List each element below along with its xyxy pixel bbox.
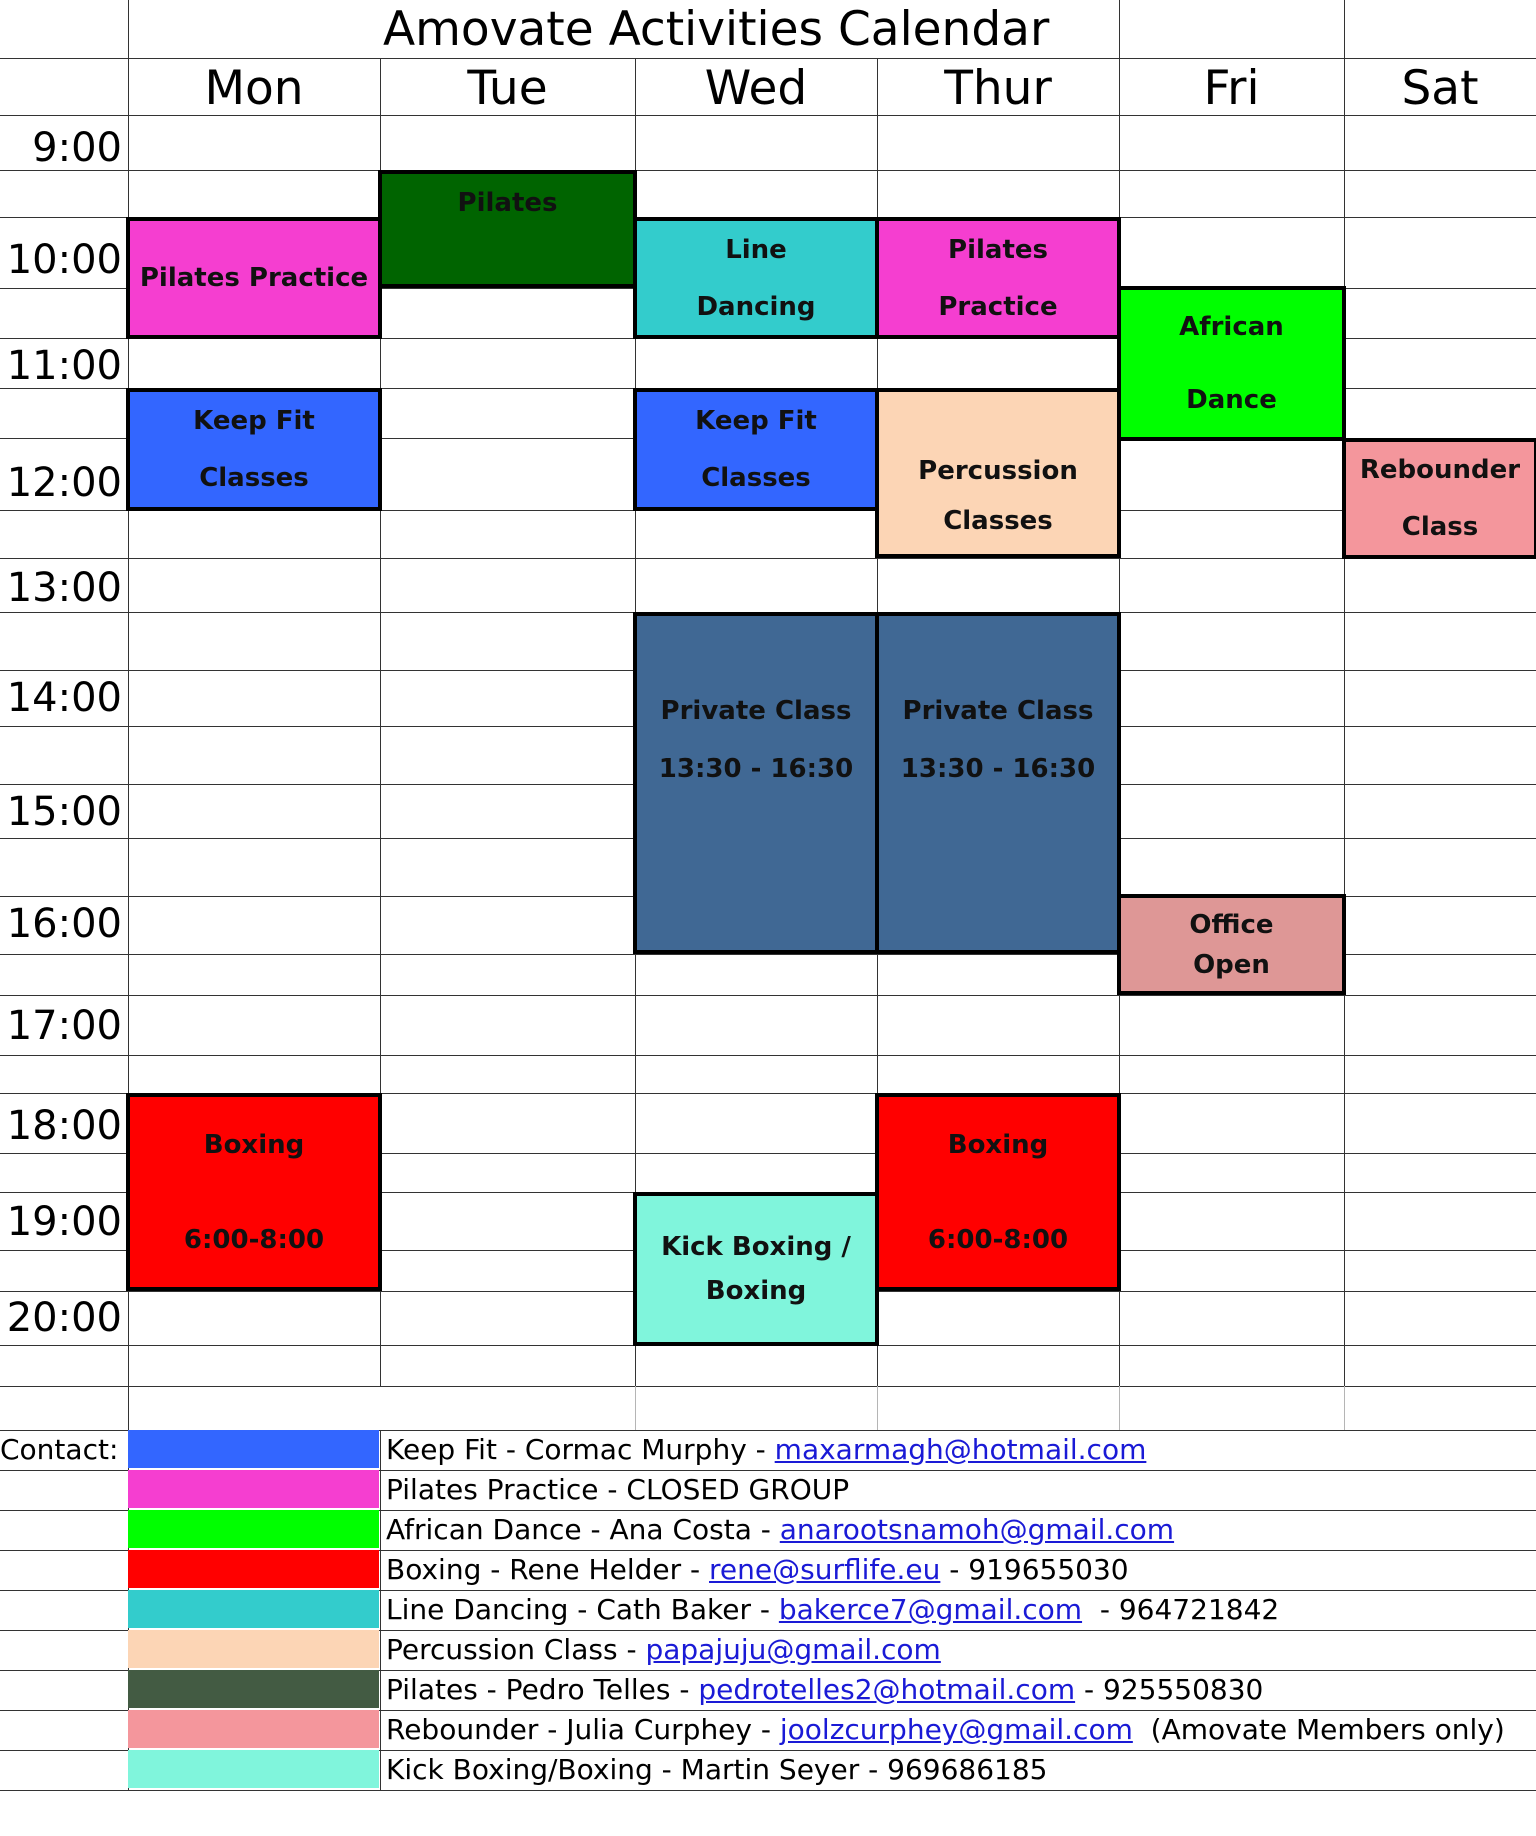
legend-text: Keep Fit - Cormac Murphy -	[386, 1433, 775, 1466]
email-link[interactable]: maxarmagh@hotmail.com	[774, 1433, 1147, 1466]
time-label-1600: 16:00	[6, 901, 122, 947]
event-line: African	[1179, 311, 1284, 342]
event-mon-pilates-practice[interactable]	[126, 217, 382, 339]
grid-line	[0, 1055, 1536, 1056]
event-line: Pilates	[457, 188, 558, 218]
event-line: Boxing	[947, 1129, 1049, 1160]
day-header-wed: Wed	[704, 61, 808, 116]
event-line: Practice	[938, 291, 1058, 322]
legend-entry-kick-boxing	[386, 1750, 1047, 1790]
time-label-1900: 19:00	[6, 1199, 122, 1245]
event-line: Percussion	[918, 456, 1078, 486]
event-line: 6:00-8:00	[927, 1224, 1069, 1255]
grid-line	[0, 995, 1536, 996]
legend-entry-african-dance	[386, 1510, 1174, 1550]
event-line: Keep Fit	[695, 405, 817, 436]
legend-text: Pilates - Pedro Telles -	[386, 1673, 699, 1706]
email-link[interactable]: papajuju@gmail.com	[645, 1633, 941, 1666]
event-thur-percussion[interactable]	[875, 388, 1121, 558]
legend-text: Pilates Practice - CLOSED GROUP	[386, 1473, 850, 1506]
time-label-1000: 10:00	[6, 237, 122, 283]
event-wed-private-class[interactable]	[633, 612, 879, 954]
day-header-sat: Sat	[1401, 61, 1479, 116]
event-thur-boxing[interactable]	[875, 1093, 1121, 1291]
event-line: 6:00-8:00	[183, 1224, 325, 1255]
event-line: Pilates	[948, 234, 1048, 265]
legend-text: - 964721842	[1082, 1593, 1280, 1626]
legend-entry-boxing	[386, 1550, 1129, 1590]
event-line: Classes	[943, 506, 1053, 536]
day-header-thur: Thur	[944, 61, 1052, 116]
legend-swatch	[128, 1470, 379, 1508]
event-mon-boxing[interactable]	[126, 1093, 382, 1291]
legend-text: Percussion Class -	[386, 1633, 646, 1666]
grid-line	[635, 1386, 636, 1430]
calendar-title: Amovate Activities Calendar	[383, 2, 1050, 57]
legend-entry-pilates	[386, 1670, 1263, 1710]
event-line: Rebounder	[1359, 455, 1521, 486]
legend-entry-rebounder	[386, 1710, 1505, 1750]
time-label-1300: 13:00	[6, 565, 122, 611]
email-link[interactable]: rene@surflife.eu	[709, 1553, 941, 1586]
event-fri-african-dance[interactable]	[1117, 286, 1346, 441]
grid-line	[0, 1386, 1536, 1387]
legend-text: Rebounder - Julia Curphey -	[386, 1713, 780, 1746]
event-fri-office-open[interactable]	[1117, 894, 1346, 995]
event-line: 13:30 - 16:30	[658, 754, 854, 784]
event-line: Office	[1189, 909, 1274, 940]
event-wed-line-dancing[interactable]	[633, 217, 879, 339]
event-line: Line	[725, 234, 787, 265]
grid-line	[1344, 1386, 1345, 1430]
time-label-1800: 18:00	[6, 1103, 122, 1149]
email-link[interactable]: joolzcurphey@gmail.com	[779, 1713, 1133, 1746]
event-line: Dancing	[696, 291, 816, 322]
grid-line	[380, 1430, 381, 1790]
day-header-tue: Tue	[467, 61, 548, 116]
event-sat-rebounder[interactable]	[1342, 438, 1536, 559]
legend-text: Line Dancing - Cath Baker -	[386, 1593, 779, 1626]
grid-line	[0, 1790, 1536, 1791]
time-label-1500: 15:00	[6, 789, 122, 835]
legend-swatch	[128, 1510, 379, 1548]
legend-swatch	[128, 1750, 379, 1788]
legend-swatch	[128, 1630, 379, 1668]
grid-line	[1344, 0, 1345, 1386]
legend-swatch	[128, 1550, 379, 1588]
time-label-1400: 14:00	[6, 675, 122, 721]
event-line: Class	[1401, 511, 1479, 542]
event-wed-keep-fit[interactable]	[633, 388, 879, 511]
legend-swatch	[128, 1430, 379, 1468]
email-link[interactable]: bakerce7@gmail.com	[778, 1593, 1083, 1626]
legend-entry-pilates-practice	[386, 1470, 849, 1510]
event-line: Kick Boxing /	[661, 1232, 851, 1262]
time-label-1700: 17:00	[6, 1003, 122, 1049]
legend-text: Kick Boxing/Boxing - Martin Seyer - 969686185	[386, 1753, 1048, 1786]
time-label-2000: 20:00	[6, 1295, 122, 1341]
event-line: Private Class	[660, 696, 852, 726]
event-line: Classes	[701, 463, 811, 494]
event-thur-pilates-practice[interactable]	[875, 217, 1121, 339]
legend-entry-line-dancing	[386, 1590, 1279, 1630]
event-line: Boxing	[705, 1276, 807, 1306]
event-tue-pilates[interactable]	[378, 170, 637, 288]
contact-label: Contact:	[0, 1433, 119, 1466]
event-line: Private Class	[902, 696, 1094, 726]
grid-line	[1119, 1386, 1120, 1430]
day-header-fri: Fri	[1203, 61, 1260, 116]
legend-swatch	[128, 1710, 379, 1748]
time-label-1200: 12:00	[6, 460, 122, 506]
event-line: Boxing	[203, 1129, 305, 1160]
legend-swatch	[128, 1670, 379, 1708]
event-mon-keep-fit[interactable]	[126, 388, 382, 511]
event-thur-private-class[interactable]	[875, 612, 1121, 954]
event-line: 13:30 - 16:30	[900, 754, 1096, 784]
event-line: Pilates Practice	[139, 263, 369, 293]
legend-text: Boxing - Rene Helder -	[386, 1553, 710, 1586]
grid-line	[0, 558, 1536, 559]
grid-line	[0, 170, 1536, 171]
legend-entry-percussion	[386, 1630, 941, 1670]
time-label-1100: 11:00	[6, 343, 122, 389]
legend-text: - 925550830	[1075, 1673, 1264, 1706]
legend-swatch	[128, 1590, 379, 1628]
event-line: Keep Fit	[193, 405, 315, 436]
event-line: Dance	[1186, 385, 1277, 416]
email-link[interactable]: anarootsnamoh@gmail.com	[779, 1513, 1175, 1546]
legend-entry-keep-fit	[386, 1430, 1146, 1470]
email-link[interactable]: pedrotelles2@hotmail.com	[698, 1673, 1076, 1706]
event-line: Open	[1193, 949, 1270, 980]
legend-text: (Amovate Members only)	[1132, 1713, 1505, 1746]
legend-text: - 919655030	[940, 1553, 1129, 1586]
event-line: Classes	[199, 463, 309, 494]
time-label-0900: 9:00	[32, 125, 122, 171]
day-header-mon: Mon	[204, 61, 304, 116]
event-wed-kick-boxing[interactable]	[633, 1192, 879, 1346]
legend-text: African Dance - Ana Costa -	[386, 1513, 780, 1546]
grid-line	[877, 1386, 878, 1430]
